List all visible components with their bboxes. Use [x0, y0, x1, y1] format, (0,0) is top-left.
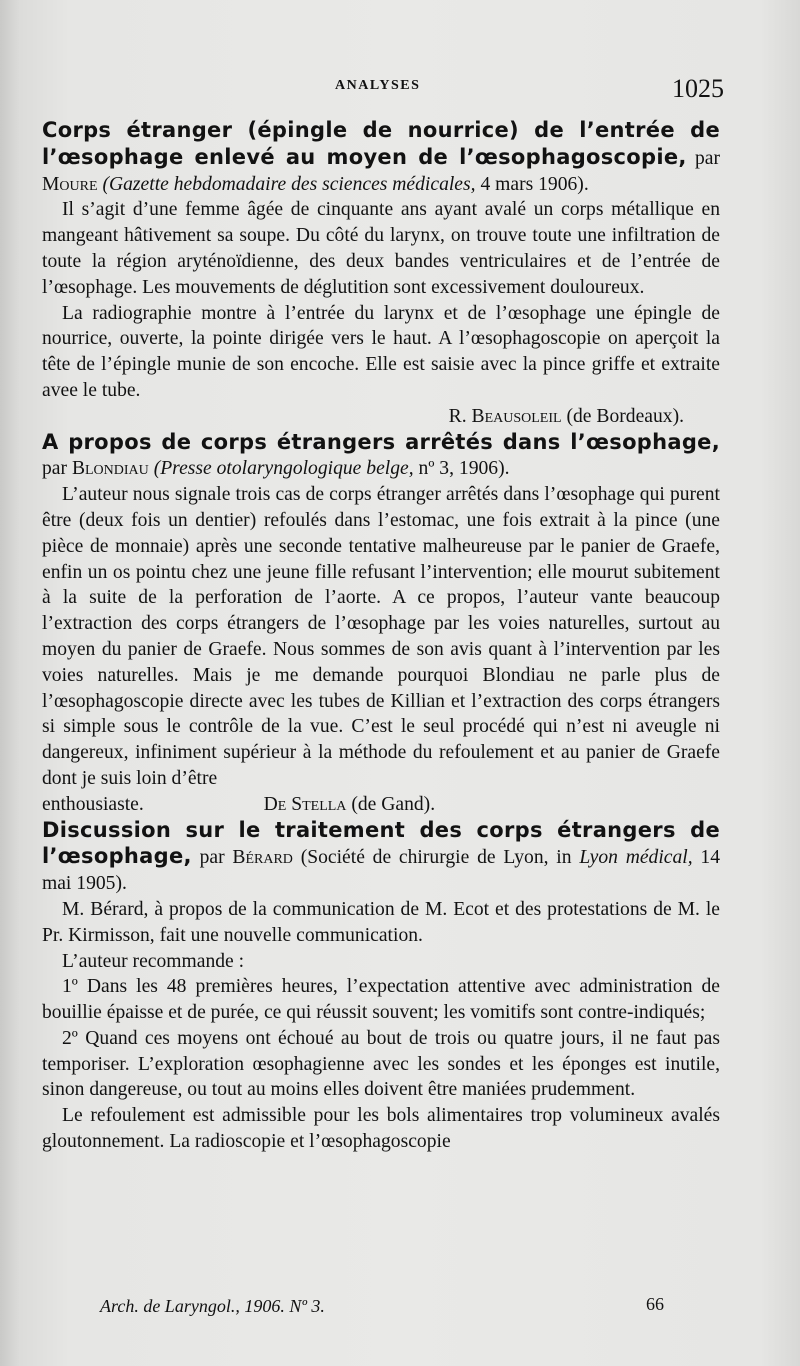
- article-3-paragraph-5: Le refoulement est admissible pour les bols alimentaires trop volumineux avalés gloutonnement. La radioscopie et l’œsophagoscopie: [42, 1105, 720, 1153]
- article-1-signature-initial: R.: [448, 405, 467, 427]
- article-1-paragraph-1: Il s’agit d’une femme âgée de cinquante ans ayant avalé un corps métallique en mangeant hâtivement sa soupe. Du côté du larynx, on trouve toute une infiltration de toute la région aryténoïdienne, des deux bandes ventriculaires et de l’entrée de l’œsophage. Les mouvements de déglutition sont excessivement douloureux.: [42, 199, 720, 298]
- page-header: [0, 76, 800, 106]
- sheet-number: 66: [646, 1294, 664, 1314]
- article-2-paragraph-1: L’auteur nous signale trois cas de corps étranger arrêtés dans l’œsophage qui purent être (deux fois un dentier) refoulés dans l’estomac, une fois extrait à la pince (une pièce de monnaie) après une seconde tentative malheureuse par le panier de Graefe, enfin un os pointu chez une jeune fille refusant l’intervention; elle mourut subitement à la suite de la perforation de l’aorte. A ce propos, l’auteur vante beaucoup l’extraction des corps étrangers de l’œsophage par les voies naturelles, surtout au moyen du panier de Graefe. Nous sommes de son avis quant à l’intervention par les voies naturelles. Mais je me demande pourquoi Blondiau ne parle plus de l’œsophagoscopie directe avec les tubes de Killian et l’extraction des corps étrangers si simple sous le contrôle de la vue. C’est le seul procédé qui n’est ni aveugle ni dangereux, infiniment supérieur à la méthode du refoulement et au panier de Graefe dont je suis loin d’être: [42, 484, 720, 789]
- article-1-signature-place: (de Bordeaux).: [566, 405, 684, 427]
- article-2-signature-place: (de Gand).: [351, 793, 436, 815]
- article-3-source: (Société de chirurgie de Lyon, in: [300, 847, 572, 869]
- article-1-date: 4 mars 1906).: [480, 173, 589, 195]
- footer-citation: Arch. de Laryngol., 1906. Nº 3.: [100, 1296, 325, 1316]
- article-3-date: 14 mai 1905).: [42, 847, 720, 895]
- article-3-title: Discussion sur le traitement des corps étrangers de l’œsophage,: [42, 817, 720, 869]
- article-2-title: A propos de corps étrangers arrêtés dans l’œsophage,: [42, 429, 720, 454]
- article-1-author: Moure: [42, 173, 98, 195]
- article-1-paragraph-2: La radiographie montre à l’entrée du larynx et de l’œsophage une épingle de nourrice, ouverte, la pointe dirigée vers le haut. A l’œsophagoscopie on aperçoit la tête de l’épingle munie de son encoche. Elle est saisie avec la pince griffe et extraite avee le tube.: [42, 302, 720, 401]
- article-2-author: Blondiau: [71, 458, 149, 480]
- article-1-source: (Gazette hebdomadaire des sciences médicales,: [102, 173, 476, 195]
- article-3-par: par: [199, 847, 225, 869]
- article-3-journal: Lyon médical,: [579, 847, 693, 869]
- article-1-title: Corps étranger (épingle de nourrice) de l’entrée de l’œsophage enlevé au moyen de l’œsophagoscopie,: [42, 118, 720, 169]
- article-3-author: Bérard: [232, 847, 293, 869]
- article-3-paragraph-4: 2º Quand ces moyens ont échoué au bout de trois ou quatre jours, il ne faut pas temporiser. L’exploration œsophagienne avec les sondes et les éponges est inutile, sinon dangereuse, ou tout au moins elles doivent être maniées prudemment.: [42, 1027, 720, 1101]
- article-2-last-word: enthousiaste.: [42, 793, 144, 815]
- running-title: ANALYSES: [335, 78, 421, 93]
- article-2-heading: [42, 430, 720, 483]
- article-2-signature-prefix: De: [263, 793, 287, 815]
- article-2-signature-name: Stella: [291, 793, 347, 815]
- page-number: 1025: [672, 74, 724, 103]
- page-body: [42, 118, 720, 1155]
- article-2-source: (Presse otolaryngologique belge,: [153, 458, 414, 480]
- article-1-signature-name: Beausoleil: [471, 405, 562, 427]
- article-2-par: par: [42, 458, 68, 480]
- article-1-par: par: [694, 147, 720, 169]
- article-2-issue: nº 3, 1906).: [418, 458, 510, 480]
- article-3-paragraph-3: 1º Dans les 48 premières heures, l’expectation attentive avec administration de bouillie épaisse et de purée, ce qui réussit souvent; les vomitifs sont contre-indiqués;: [42, 976, 720, 1024]
- article-3-paragraph-2: L’auteur recommande :: [62, 950, 245, 972]
- article-1-signature: [42, 404, 720, 430]
- page-footer: [0, 1296, 800, 1324]
- article-3-paragraph-1: M. Bérard, à propos de la communication de M. Ecot et des protestations de M. le Pr. Kirmisson, fait une nouvelle communication.: [42, 898, 720, 946]
- article-2-last-line: [42, 792, 720, 818]
- article-1-heading: [42, 118, 720, 197]
- article-3-heading: [42, 818, 720, 897]
